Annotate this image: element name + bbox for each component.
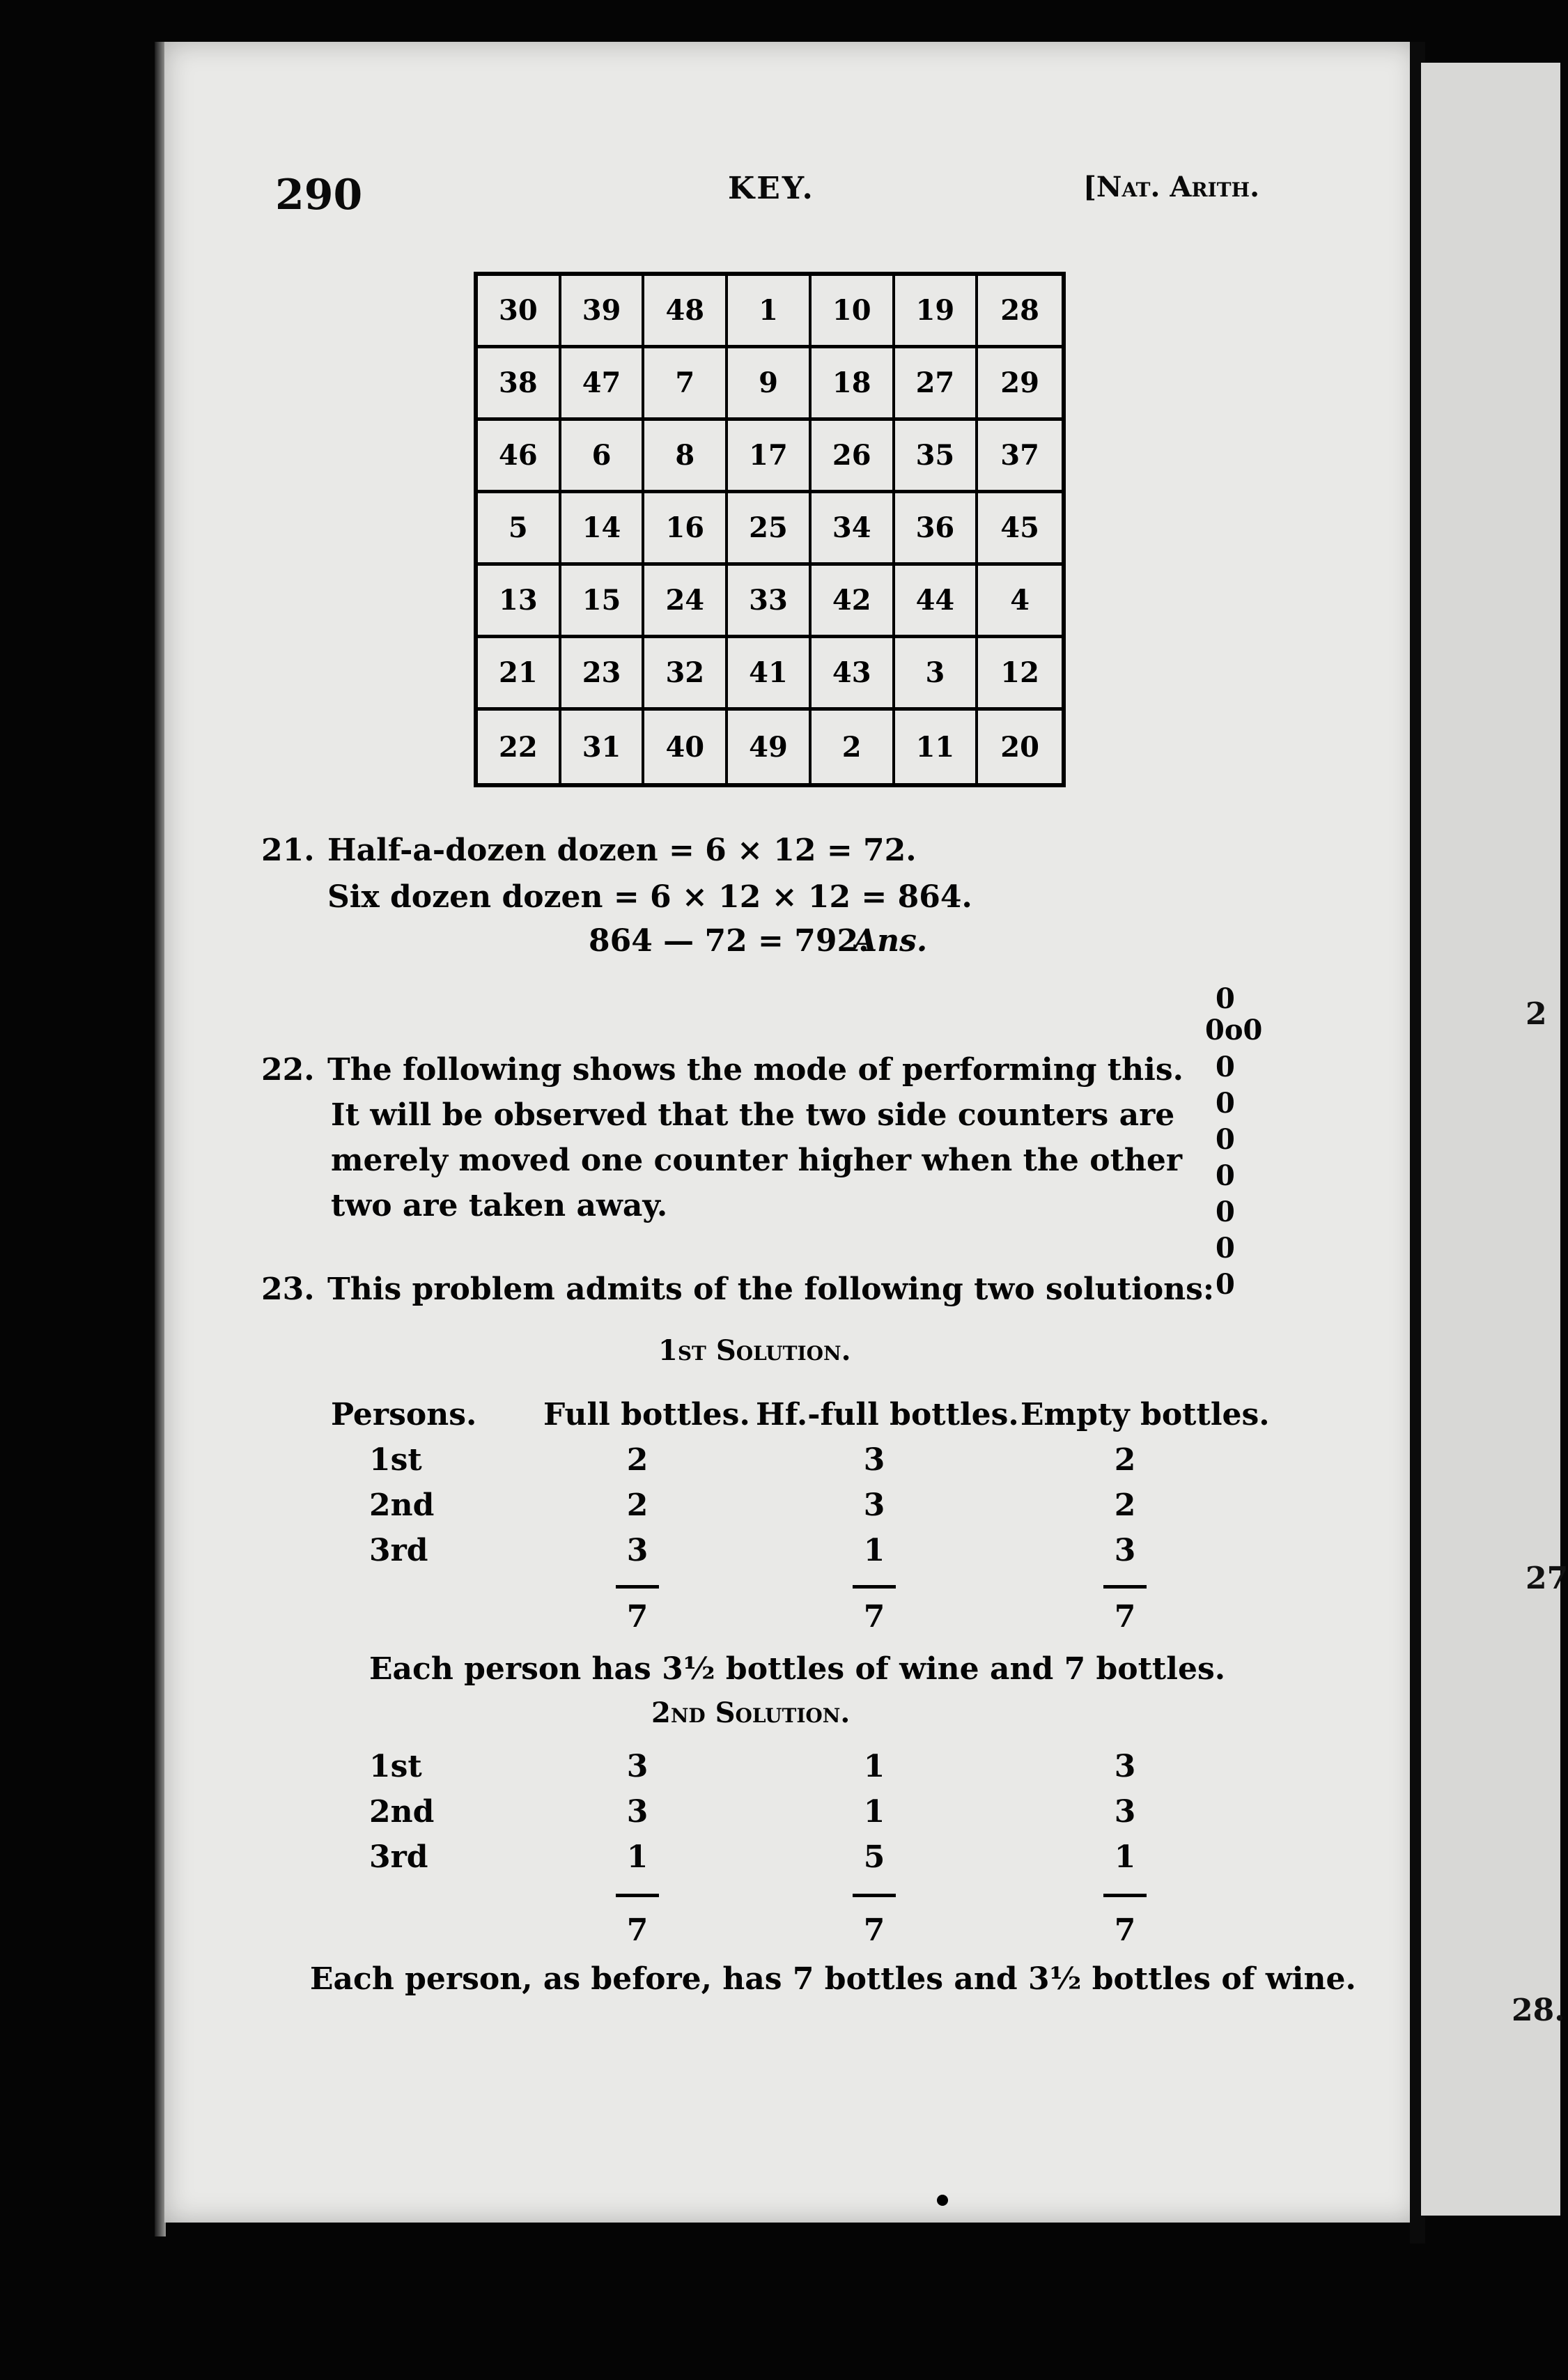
full-bottles-value: 2 bbox=[626, 1488, 649, 1523]
solution-2-title: 2nd Solution. bbox=[651, 1697, 851, 1729]
magic-square-cell: 18 bbox=[812, 348, 895, 421]
facing-page-fragment: 27 bbox=[1526, 1561, 1568, 1596]
counter: 0 bbox=[1216, 1087, 1235, 1120]
magic-square-cell: 11 bbox=[895, 711, 979, 783]
magic-square-cell: 4 bbox=[978, 566, 1062, 638]
full-bottles-value: 3 bbox=[626, 1533, 649, 1568]
sum-line bbox=[853, 1894, 896, 1897]
magic-square-cell: 43 bbox=[812, 638, 895, 711]
counter: 0 bbox=[1216, 1051, 1235, 1083]
full-bottles-total: 7 bbox=[626, 1599, 649, 1635]
facing-page bbox=[1421, 63, 1568, 2216]
section-heading: [Nat. Arith. bbox=[1083, 171, 1259, 203]
counter: 0 bbox=[1216, 1268, 1235, 1301]
sum-line bbox=[853, 1585, 896, 1589]
magic-square-cell: 49 bbox=[728, 711, 812, 783]
counter: 0 bbox=[1216, 1232, 1235, 1265]
magic-square-cell: 46 bbox=[478, 421, 561, 493]
magic-square-cell: 8 bbox=[644, 421, 728, 493]
facing-page-fragment: 28. bbox=[1512, 1993, 1565, 2028]
problem-22-line: merely moved one counter higher when the other bbox=[331, 1143, 1183, 1178]
full-bottles-value: 2 bbox=[626, 1442, 649, 1478]
magic-square-cell: 32 bbox=[644, 638, 728, 711]
problem-21-result: 864 — 72 = 792. bbox=[589, 923, 869, 959]
empty-bottles-value: 3 bbox=[1114, 1794, 1136, 1830]
person-label: 1st bbox=[369, 1442, 422, 1478]
person-label: 2nd bbox=[369, 1488, 435, 1523]
counter: 0o0 bbox=[1205, 1014, 1263, 1046]
magic-square-cell: 5 bbox=[478, 493, 561, 566]
empty-bottles-value: 3 bbox=[1114, 1533, 1136, 1568]
half-bottles-total: 7 bbox=[863, 1912, 885, 1948]
magic-square-cell: 36 bbox=[895, 493, 979, 566]
half-bottles-value: 3 bbox=[863, 1442, 885, 1478]
half-bottles-value: 1 bbox=[863, 1533, 885, 1568]
magic-square-cell: 1 bbox=[728, 276, 812, 348]
empty-bottles-value: 3 bbox=[1114, 1749, 1136, 1784]
full-bottles-value: 3 bbox=[626, 1749, 649, 1784]
half-bottles-total: 7 bbox=[863, 1599, 885, 1635]
magic-square-cell: 28 bbox=[978, 276, 1062, 348]
problem-number: 23. bbox=[261, 1272, 315, 1307]
ink-speck bbox=[937, 2195, 948, 2206]
magic-square-cell: 10 bbox=[812, 276, 895, 348]
magic-square-cell: 35 bbox=[895, 421, 979, 493]
magic-square-cell: 27 bbox=[895, 348, 979, 421]
full-bottles-total: 7 bbox=[626, 1912, 649, 1948]
counter: 0 bbox=[1216, 982, 1235, 1015]
empty-bottles-total: 7 bbox=[1114, 1599, 1136, 1635]
person-label: 2nd bbox=[369, 1794, 435, 1830]
problem-22-line: It will be observed that the two side counters are bbox=[331, 1097, 1175, 1133]
magic-square-cell: 16 bbox=[644, 493, 728, 566]
half-bottles-value: 1 bbox=[863, 1794, 885, 1830]
magic-square-cell: 33 bbox=[728, 566, 812, 638]
magic-square-cell: 48 bbox=[644, 276, 728, 348]
empty-bottles-value: 1 bbox=[1114, 1839, 1136, 1875]
half-bottles-value: 3 bbox=[863, 1488, 885, 1523]
magic-square-cell: 30 bbox=[478, 276, 561, 348]
magic-square-cell: 19 bbox=[895, 276, 979, 348]
problem-number: 21. bbox=[261, 833, 315, 868]
magic-square-cell: 42 bbox=[812, 566, 895, 638]
full-bottles-value: 3 bbox=[626, 1794, 649, 1830]
magic-square-cell: 15 bbox=[561, 566, 645, 638]
empty-bottles-total: 7 bbox=[1114, 1912, 1136, 1948]
magic-square-cell: 31 bbox=[561, 711, 645, 783]
sum-line bbox=[1103, 1585, 1147, 1589]
magic-square-cell: 20 bbox=[1000, 730, 1039, 764]
running-title: KEY. bbox=[728, 171, 815, 206]
counter: 0 bbox=[1216, 1123, 1235, 1156]
magic-square-cell: 38 bbox=[478, 348, 561, 421]
magic-square-cell: 6 bbox=[561, 421, 645, 493]
person-label: 3rd bbox=[369, 1533, 428, 1568]
magic-square-cell: 12 bbox=[978, 638, 1062, 711]
magic-square-cell: 34 bbox=[812, 493, 895, 566]
full-bottles-value: 1 bbox=[626, 1839, 649, 1875]
magic-square-cell: 44 bbox=[895, 566, 979, 638]
magic-square-cell: 39 bbox=[561, 276, 645, 348]
magic-square-cell: 21 bbox=[478, 638, 561, 711]
half-bottles-value: 1 bbox=[863, 1749, 885, 1784]
magic-square-cell: 37 bbox=[978, 421, 1062, 493]
solution-1-summary: Each person has 3½ bottles of wine and 7 bottles. bbox=[369, 1651, 1226, 1687]
magic-square-cell: 45 bbox=[978, 493, 1062, 566]
problem-22-line: two are taken away. bbox=[331, 1188, 668, 1223]
magic-square-cell: 3 bbox=[895, 638, 979, 711]
sum-line bbox=[616, 1894, 659, 1897]
magic-square-cell: 29 bbox=[978, 348, 1062, 421]
magic-square-cell: 26 bbox=[812, 421, 895, 493]
magic-square-cell: 24 bbox=[644, 566, 728, 638]
sum-line bbox=[616, 1585, 659, 1589]
magic-square-cell: 13 bbox=[478, 566, 561, 638]
empty-bottles-value: 2 bbox=[1114, 1442, 1136, 1478]
column-header-empty: Empty bottles. bbox=[1020, 1397, 1270, 1432]
magic-square-cell: 7 bbox=[644, 348, 728, 421]
column-header-full: Full bottles. bbox=[543, 1397, 750, 1432]
person-label: 1st bbox=[369, 1749, 422, 1784]
magic-square-cell: 41 bbox=[728, 638, 812, 711]
half-bottles-value: 5 bbox=[863, 1839, 885, 1875]
magic-square-cell: 25 bbox=[728, 493, 812, 566]
magic-square-cell: 17 bbox=[728, 421, 812, 493]
magic-square-cell: 22 bbox=[478, 711, 561, 783]
magic-square-cell: 23 bbox=[561, 638, 645, 711]
problem-21-line: Six dozen dozen = 6 × 12 × 12 = 864. bbox=[327, 879, 972, 915]
magic-square-cell: 40 bbox=[644, 711, 728, 783]
magic-square bbox=[474, 272, 1066, 787]
problem-21-line: Half-a-dozen dozen = 6 × 12 = 72. bbox=[327, 833, 917, 868]
counter: 0 bbox=[1216, 1196, 1235, 1228]
empty-bottles-value: 2 bbox=[1114, 1488, 1136, 1523]
magic-square-cell: 47 bbox=[561, 348, 645, 421]
problem-number: 22. bbox=[261, 1052, 315, 1088]
magic-square-cell: 2 bbox=[812, 711, 895, 783]
facing-page-fragment: 2 bbox=[1526, 996, 1547, 1032]
solution-2-summary: Each person, as before, has 7 bottles and 3½ bottles of wine. bbox=[310, 1961, 1356, 1997]
column-header-half: Hf.-full bottles. bbox=[756, 1397, 1019, 1432]
problem-22-line: The following shows the mode of performing this. bbox=[327, 1052, 1183, 1088]
problem-23-intro: This problem admits of the following two solutions: bbox=[327, 1272, 1215, 1307]
magic-square-cell: 14 bbox=[561, 493, 645, 566]
page-number: 290 bbox=[275, 171, 363, 219]
counter: 0 bbox=[1216, 1159, 1235, 1192]
column-header-persons: Persons. bbox=[331, 1397, 477, 1432]
answer-label: Ans. bbox=[853, 923, 928, 959]
solution-1-title: 1st Solution. bbox=[658, 1334, 851, 1367]
magic-square-cell: 9 bbox=[728, 348, 812, 421]
person-label: 3rd bbox=[369, 1839, 428, 1875]
sum-line bbox=[1103, 1894, 1147, 1897]
